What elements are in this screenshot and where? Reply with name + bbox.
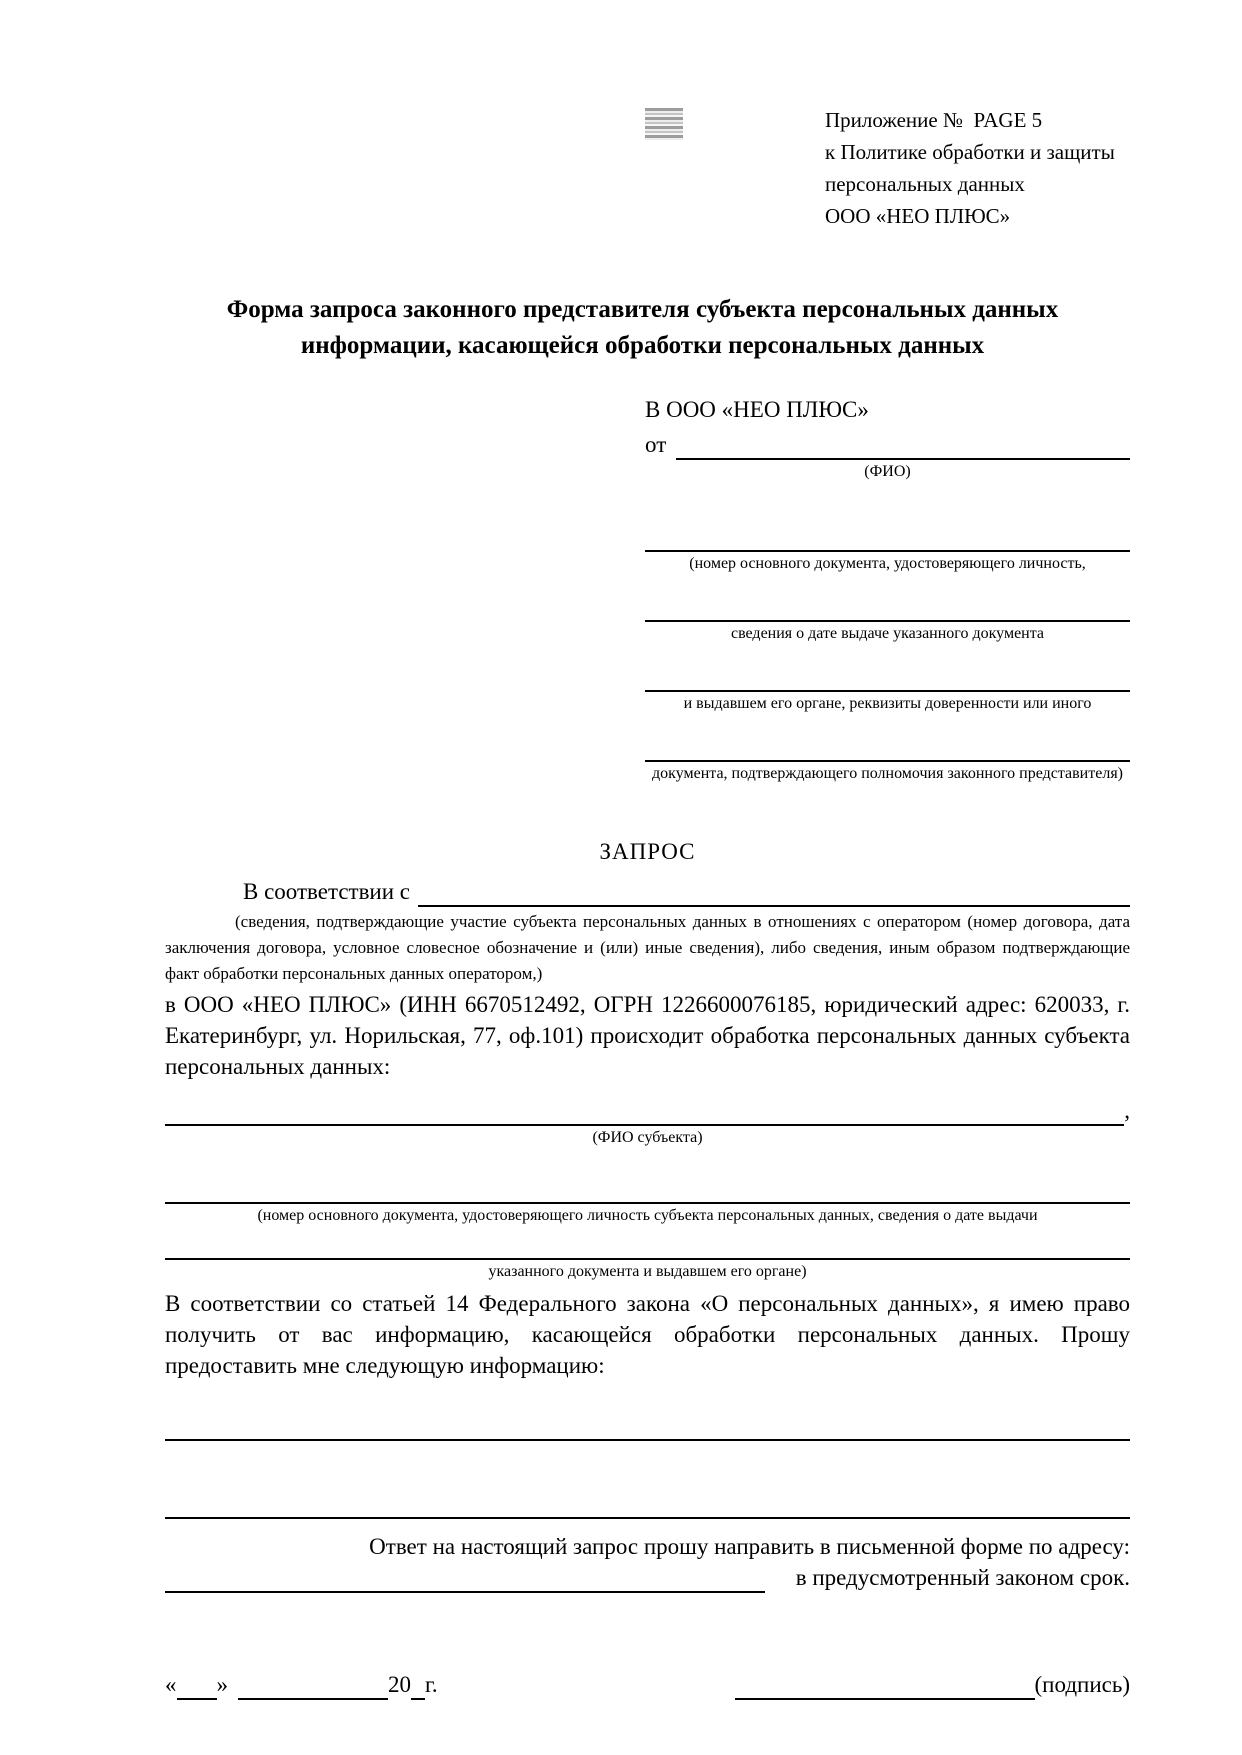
date-month-blank — [238, 1674, 388, 1700]
blank-field — [165, 1172, 1130, 1204]
subject-doc-field-group — [165, 1172, 1130, 1224]
doc-number-field-group — [645, 518, 1130, 572]
date-year-suffix: г. — [425, 1672, 438, 1697]
blank-field — [645, 728, 1130, 762]
appendix-block — [825, 104, 1115, 232]
blank-field — [165, 1228, 1130, 1260]
from-row — [645, 429, 1130, 460]
addressee-block — [645, 394, 1130, 782]
embedded-object-icon — [645, 108, 683, 140]
accordance-footnote: (сведения, подтверждающие участие субъекта персональных данных в отношениях с оператором (номер договора, дата заключения договора, условное словесное обозначение и (или) иные сведения), либо сведения, иным образом подтверждающие факт обработки персональных данных оператором,) — [165, 912, 1130, 983]
blank-field — [645, 518, 1130, 552]
subject-fio-blank-field — [165, 1094, 1124, 1126]
doc-issuer-field-group — [645, 658, 1130, 712]
operator-paragraph: в ООО «НЕО ПЛЮС» (ИНН 6670512492, ОГРН 1226600076185, юридический адрес: 620033, г. Екатеринбург, ул. Норильская, 77, оф.101) происходит обработка персональных данных субъекта персональных данных: — [165, 992, 1130, 1079]
date-day-blank — [177, 1674, 217, 1700]
date-close-quote: » — [216, 1672, 228, 1697]
date-open-quote: « — [165, 1672, 177, 1697]
field-caption: и выдавшем его органе, реквизиты доверенности или иного — [683, 695, 1092, 712]
header-row — [165, 104, 1130, 232]
appendix-line: к Политике обработки и защиты — [825, 140, 1115, 164]
date-year-prefix: 20 — [388, 1672, 411, 1697]
signature-group — [735, 1669, 1130, 1700]
appendix-line: Приложение № PAGE 5 — [825, 108, 1043, 132]
from-blank-field — [676, 432, 1130, 460]
document-title-line2: информации, касающейся обработки персональных данных — [300, 332, 985, 359]
blank-field — [645, 658, 1130, 692]
addressee-to: В ООО «НЕО ПЛЮС» — [645, 397, 869, 422]
law-paragraph: В соответствии со статьей 14 Федерального закона «О персональных данных», я имею право получить от вас информацию, касающейся обработки персональных данных. Прошу предоставить мне следующую информацию: — [165, 1291, 1130, 1378]
info-blank-field-1 — [165, 1409, 1130, 1441]
date-year-blank — [411, 1674, 425, 1700]
from-label: от — [645, 432, 667, 457]
date-group — [165, 1669, 438, 1700]
field-caption: документа, подтверждающего полномочия законного представителя) — [652, 765, 1123, 782]
fio-caption-row — [645, 460, 1130, 482]
term-text: в предусмотренный законом срок. — [795, 1565, 1130, 1590]
field-caption: указанного документа и выдавшем его органе) — [488, 1263, 807, 1280]
address-blank-field — [165, 1565, 765, 1593]
field-caption: (номер основного документа, удостоверяющего личность субъекта персональных данных, сведения о дате выдачи — [257, 1207, 1038, 1224]
signature-caption: (подпись) — [1034, 1672, 1130, 1697]
accordance-label: В соответствии с — [243, 879, 411, 904]
request-heading: ЗАПРОС — [599, 839, 696, 864]
appendix-line: персональных данных — [825, 172, 1025, 196]
subject-fio-row — [165, 1094, 1130, 1126]
field-caption: сведения о дате выдаче указанного документа — [730, 625, 1045, 642]
doc-issue-date-field-group — [645, 588, 1130, 642]
appendix-line: ООО «НЕО ПЛЮС» — [825, 204, 1011, 228]
info-blank-field-2 — [165, 1487, 1130, 1519]
blank-field — [645, 588, 1130, 622]
address-row — [165, 1562, 1130, 1593]
doc-authority-field-group — [645, 728, 1130, 782]
fio-caption: (ФИО) — [864, 463, 911, 480]
signature-blank-field — [735, 1672, 1035, 1700]
subject-doc-issuer-field-group — [165, 1228, 1130, 1280]
answer-line: Ответ на настоящий запрос прошу направить в письменной форме по адресу: — [369, 1534, 1130, 1559]
trailing-comma: , — [1124, 1098, 1130, 1123]
footer-row — [165, 1669, 1130, 1700]
field-caption: (номер основного документа, удостоверяющего личность, — [689, 555, 1086, 572]
document-title-line1: Форма запроса законного представителя субъекта персональных данных — [226, 296, 1059, 323]
document-title — [135, 292, 1150, 364]
accordance-row — [165, 876, 1130, 907]
subject-fio-caption-row — [165, 1126, 1130, 1148]
accordance-blank-field — [418, 879, 1130, 907]
subject-fio-caption: (ФИО субъекта) — [592, 1129, 703, 1146]
